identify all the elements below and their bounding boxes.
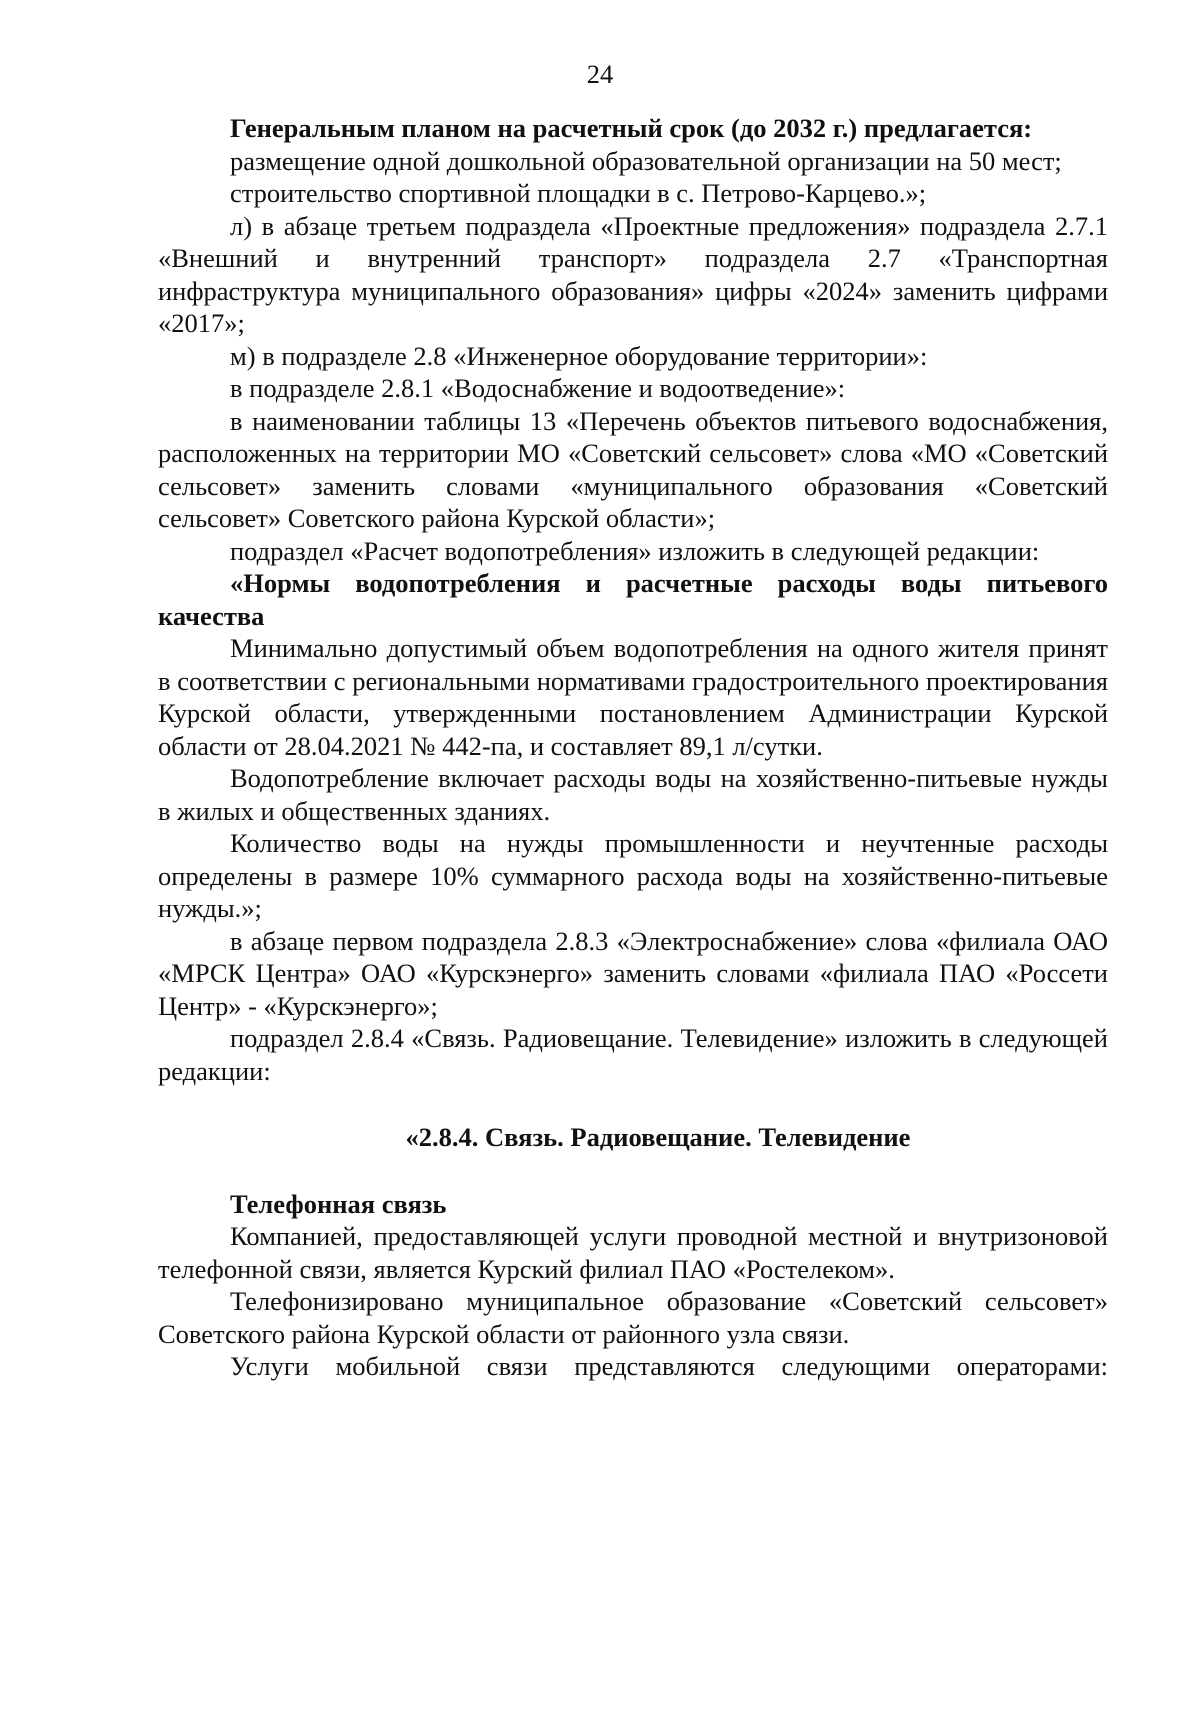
section-heading: «2.8.4. Связь. Радиовещание. Телевидение (405, 1122, 911, 1152)
inserted-heading: «Нормы водопотребления и расчетные расходы воды питьевого качества (158, 568, 1108, 631)
paragraph: в абзаце первом подраздела 2.8.3 «Электроснабжение» слова «филиала ОАО «МРСК Центра» ОАО «Курскэнерго» заменить словами «филиала ПАО «Россети Центр» - «Курскэнерго»; (158, 925, 1108, 1021)
paragraph: Генеральным планом на расчетный срок (до 2032 г.) предлагается: (230, 113, 1033, 143)
paragraph: в подразделе 2.8.1 «Водоснабжение и водоотведение»: (230, 373, 846, 403)
paragraph: Услуги мобильной связи представляются следующими операторами: (230, 1351, 1108, 1381)
paragraph: Минимально допустимый объем водопотребления на одного жителя принят в соответствии с региональными нормативами градостроительного проектирования Курской области, утвержденными постановлением Администрации Курской области от 28.04.2021 № 442-па, и составляет 89,1 л/сутки. (158, 633, 1108, 761)
paragraph: подраздел 2.8.4 «Связь. Радиовещание. Телевидение» изложить в следующей редакции: (158, 1023, 1108, 1086)
page-number: 24 (586, 59, 614, 89)
paragraph: подраздел «Расчет водопотребления» изложить в следующей редакции: (230, 535, 1040, 566)
paragraph: Водопотребление включает расходы воды на хозяйственно-питьевые нужды в жилых и общественных зданиях. (158, 763, 1108, 826)
paragraph: строительство спортивной площадки в с. Петрово-Карцево.»; (230, 178, 927, 208)
paragraph: Компанией, предоставляющей услуги проводной местной и внутризоновой телефонной связи, является Курский филиал ПАО «Ростелеком». (158, 1221, 1108, 1284)
paragraph: Количество воды на нужды промышленности и неучтенные расходы определены в размере 10% суммарного расхода воды на хозяйственно-питьевые нужды.»; (158, 828, 1108, 923)
paragraph: в наименовании таблицы 13 «Перечень объектов питьевого водоснабжения, расположенных на территории МО «Советский сельсовет» слова «МО «Советский сельсовет» заменить словами «муниципального образования «Советский сельсовет» Советского района Курской области»; (158, 405, 1108, 533)
paragraph: л) в абзаце третьем подраздела «Проектные предложения» подраздела 2.7.1 «Внешний и внутренний транспорт» подраздела 2.7 «Транспортная инфраструктура муниципального образования» цифры «2024» заменить цифрами «2017»; (158, 210, 1108, 338)
subsection-heading: Телефонная связь (230, 1188, 447, 1219)
paragraph: Телефонизировано муниципальное образование «Советский сельсовет» Советского района Курской области от районного узла связи. (158, 1286, 1108, 1349)
paragraph: размещение одной дошкольной образовательной организации на 50 мест; (230, 145, 1062, 176)
document-body (158, 112, 1108, 1383)
paragraph: м) в подразделе 2.8 «Инженерное оборудование территории»: (230, 340, 928, 371)
